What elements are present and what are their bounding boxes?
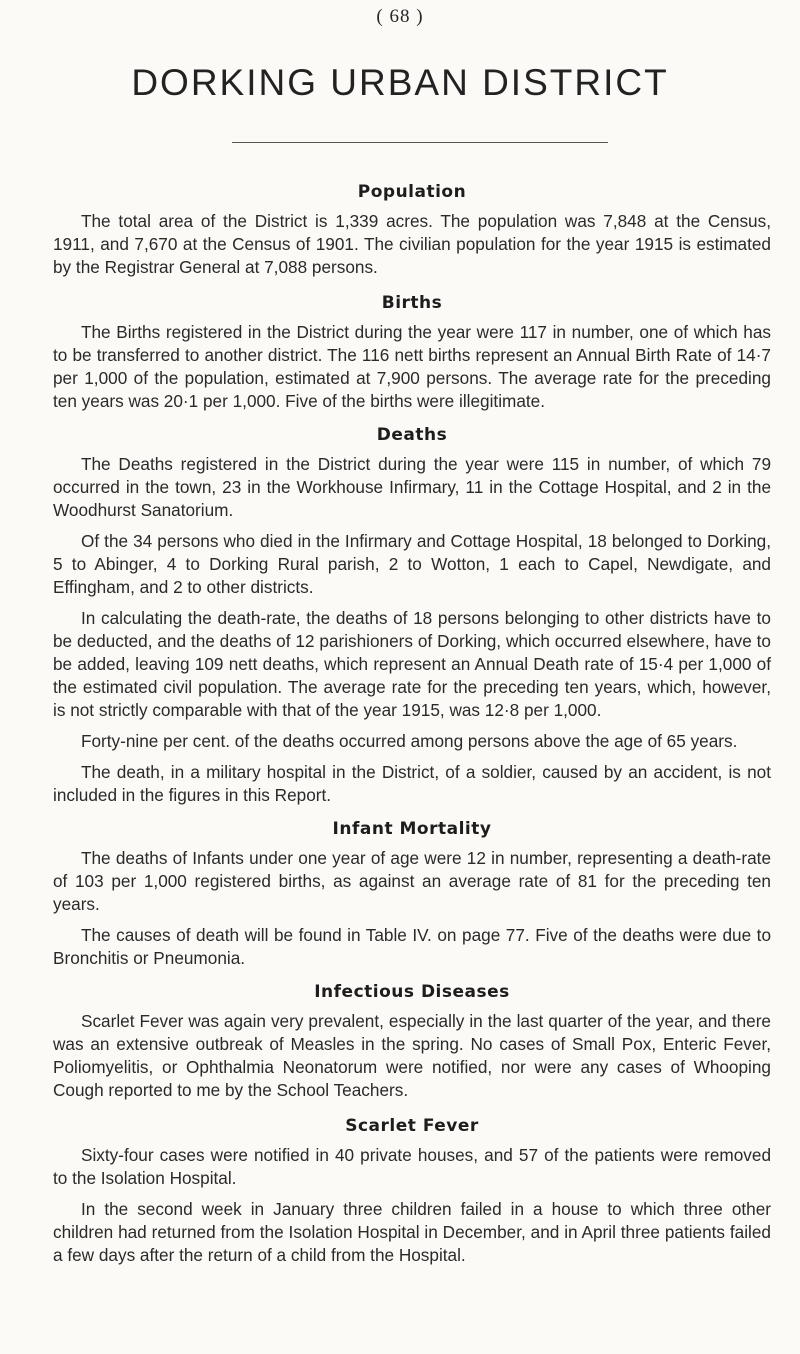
paragraph: The Births registered in the District during the year were 117 in number, one of which has to be transferred to another district. The 116 nett births represent an Annual Birth Rate of 14·7 per 1,000 of the population, estimated at 7,900 persons. The average rate for the preceding ten years was 20·1 per 1,000. Five of the births were illegitimate. (53, 322, 771, 411)
paragraph: The deaths of Infants under one year of age were 12 in number, representing a death-rate of 103 per 1,000 registered births, as against an average rate of 81 for the preceding ten years. (53, 848, 771, 914)
section-heading: Births (381, 293, 443, 313)
district-title: DORKING URBAN DISTRICT (131, 62, 669, 103)
section-heading: Scarlet Fever (345, 1116, 479, 1136)
population-section (53, 182, 771, 279)
paragraph: Sixty-four cases were notified in 40 private houses, and 57 of the patients were removed to the Isolation Hospital. (53, 1145, 771, 1188)
paragraph: Scarlet Fever was again very prevalent, especially in the last quarter of the year, and there was an extensive outbreak of Measles in the spring. No cases of Small Pox, Enteric Fever, Poliomyelitis, or Ophthalmia Neonatorum were notified, nor were any cases of Whooping Cough reported to me by the School Teachers. (53, 1011, 771, 1100)
births-section (53, 293, 771, 413)
paragraph: The causes of death will be found in Table IV. on page 77. Five of the deaths were due to Bronchitis or Pneumonia. (53, 925, 771, 968)
section-heading: Population (357, 182, 467, 202)
paragraph: Of the 34 persons who died in the Infirmary and Cottage Hospital, 18 belonged to Dorking, 5 to Abinger, 4 to Dorking Rural parish, 2 to Wotton, 1 each to Capel, Newdigate, and Effingham, and 2 to other districts. (53, 531, 771, 597)
page-number: ( 68 ) (376, 6, 424, 27)
deaths-section (53, 425, 771, 807)
section-heading: Deaths (376, 425, 448, 445)
paragraph: In calculating the death-rate, the deaths of 18 persons belonging to other districts have to be deducted, and the deaths of 12 parishioners of Dorking, which occurred elsewhere, have to be added, leaving 109 nett deaths, which represent an Annual Death rate of 15·4 per 1,000 of the estimated civil population. The average rate for the preceding ten years, which, however, is not strictly comparable with that of the year 1915, was 12·8 per 1,000. (53, 608, 771, 720)
section-heading: Infant Mortality (332, 819, 492, 839)
paragraph: Forty-nine per cent. of the deaths occurred among persons above the age of 65 years. (81, 731, 738, 751)
section-heading: Infectious Diseases (314, 982, 510, 1002)
paragraph: The total area of the District is 1,339 acres. The population was 7,848 at the Census, 1911, and 7,670 at the Census of 1901. The civilian population for the year 1915 is estimated by the Registrar General at 7,088 persons. (53, 211, 771, 277)
paragraph: The death, in a military hospital in the District, of a soldier, caused by an accident, is not included in the figures in this Report. (53, 762, 771, 805)
infant-mortality-section (53, 819, 771, 970)
infectious-diseases-section (53, 982, 771, 1102)
report-body (53, 182, 771, 1267)
title-divider (232, 142, 608, 143)
paragraph: The Deaths registered in the District during the year were 115 in number, of which 79 occurred in the town, 23 in the Workhouse Infirmary, 11 in the Cottage Hospital, and 2 in the Woodhurst Sanatorium. (53, 454, 771, 520)
paragraph: In the second week in January three children failed in a house to which three other children had returned from the Isolation Hospital in December, and in April three patients failed a few days after the return of a child from the Hospital. (53, 1199, 771, 1265)
scarlet-fever-section (53, 1116, 771, 1267)
